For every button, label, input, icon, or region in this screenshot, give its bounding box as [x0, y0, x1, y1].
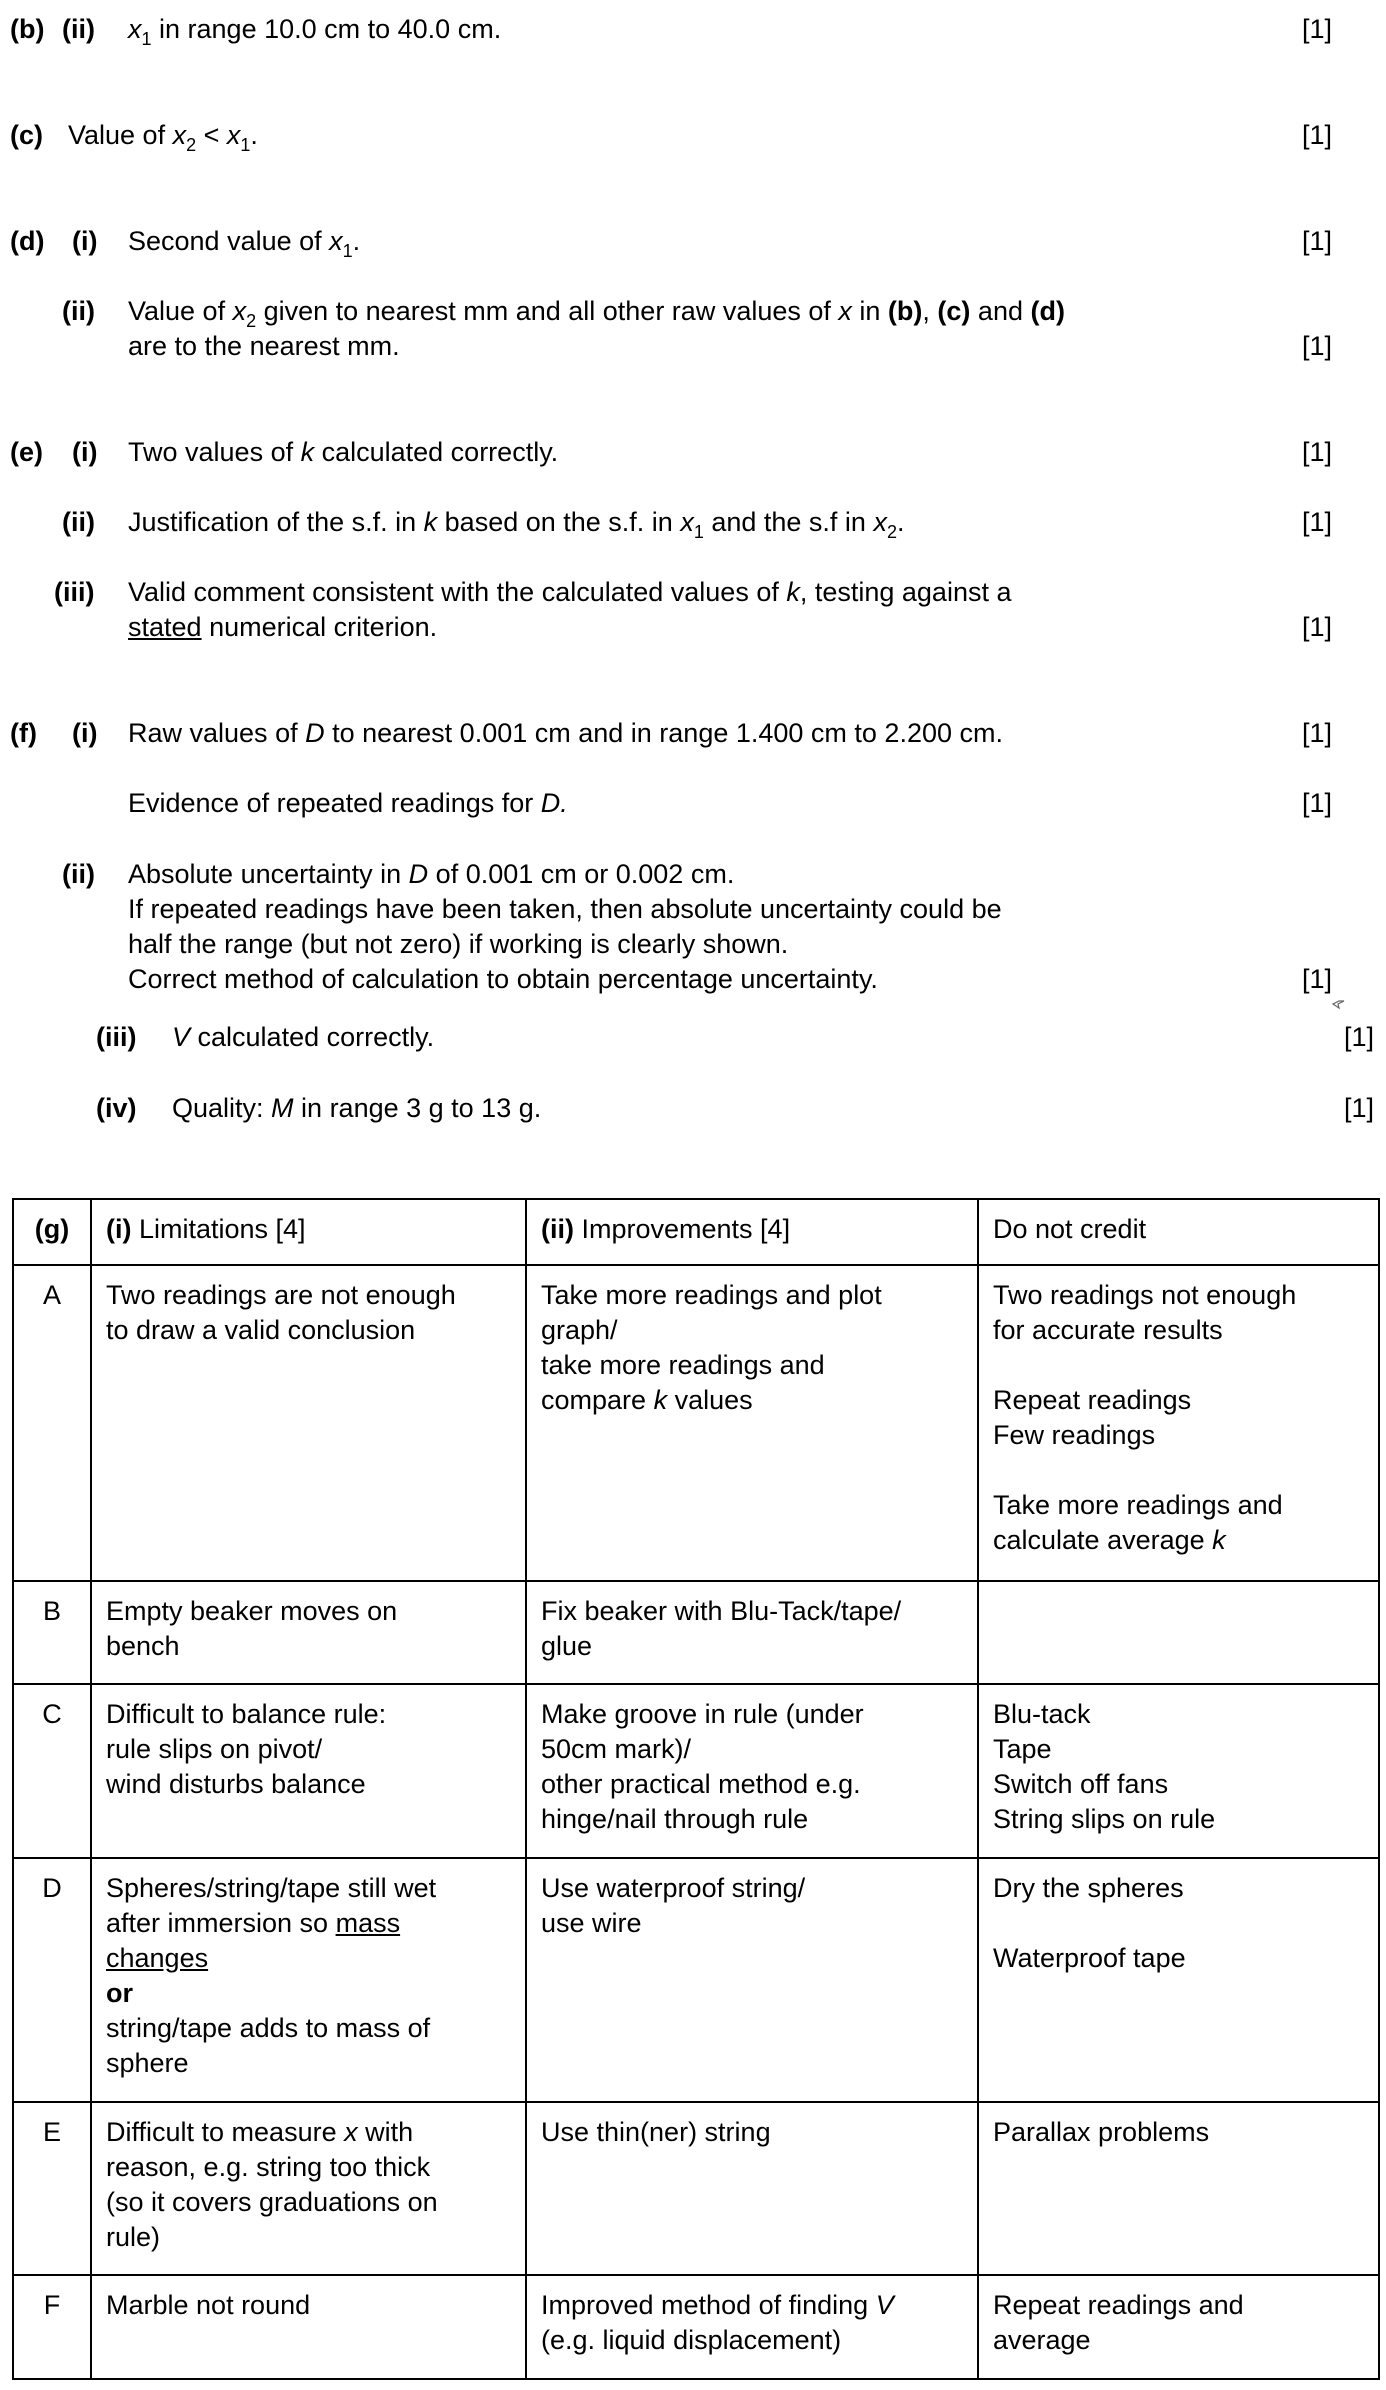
table-row	[13, 1684, 1379, 1858]
question-label-e: (e)	[10, 437, 43, 467]
sub-label-f-ii: (ii)	[62, 859, 95, 889]
sub-label-e-iii: (iii)	[54, 577, 95, 607]
not-credit-cell: Dry the spheres Waterproof tape	[978, 1858, 1379, 2102]
sub-label-e-ii: (ii)	[62, 507, 95, 537]
sub-label-e-i: (i)	[72, 437, 98, 467]
row-id: D	[13, 1858, 91, 2102]
criterion-e-iii-line2: stated numerical criterion.	[128, 612, 438, 642]
table-header-row	[13, 1199, 1379, 1265]
not-credit-cell: Parallax problems	[978, 2102, 1379, 2275]
improvement-cell: Use waterproof string/ use wire	[526, 1858, 978, 2102]
criterion-e-iii-line1: Valid comment consistent with the calculated values of k, testing against a	[128, 577, 1012, 607]
limitation-cell: Marble not round	[91, 2275, 526, 2379]
mark-e-iii: [1]	[1302, 612, 1333, 642]
limitation-cell: Difficult to measure x with reason, e.g. string too thick (so it covers graduations on rule)	[91, 2102, 526, 2275]
table-row	[13, 2275, 1379, 2379]
header-g: (g)	[13, 1199, 91, 1265]
criterion-e-ii: Justification of the s.f. in k based on the s.f. in $x_1$ and the s.f in $x_2$.	[128, 507, 905, 542]
not-credit-cell: Repeat readings and average	[978, 2275, 1379, 2379]
sub-label-f-iii: (iii)	[96, 1022, 137, 1052]
not-credit-cell: Blu-tack Tape Switch off fans String slips on rule	[978, 1684, 1379, 1858]
limitations-table	[12, 1198, 1380, 2380]
mark-d-i: [1]	[1302, 226, 1333, 256]
mark-f-iii: [1]	[1344, 1022, 1375, 1052]
mark-f-i-1: [1]	[1302, 718, 1333, 748]
criterion-b-ii: $x_1$ in range 10.0 cm to 40.0 cm.	[128, 14, 502, 49]
row-id: E	[13, 2102, 91, 2275]
sub-label-f-i: (i)	[72, 718, 98, 748]
criterion-d-i: Second value of $x_1$.	[128, 226, 361, 261]
question-label-d: (d)	[10, 226, 45, 256]
improvement-cell: Take more readings and plot graph/ take more readings and compare k values	[526, 1265, 978, 1581]
criterion-f-iii: V calculated correctly.	[172, 1022, 435, 1052]
sub-label-f-iv: (iv)	[96, 1093, 137, 1123]
header-limitations: (i) Limitations [4]	[91, 1199, 526, 1265]
criterion-f-ii-line2: If repeated readings have been taken, then absolute uncertainty could be	[128, 894, 1002, 924]
sub-label-d-ii: (ii)	[62, 296, 95, 326]
improvement-cell: Fix beaker with Blu-Tack/tape/ glue	[526, 1581, 978, 1684]
sub-label-b-ii: (ii)	[62, 14, 95, 44]
header-do-not-credit: Do not credit	[978, 1199, 1379, 1265]
mark-f-iv: [1]	[1344, 1093, 1375, 1123]
criterion-f-ii-line1: Absolute uncertainty in D of 0.001 cm or 0.002 cm.	[128, 859, 735, 889]
cursor-icon	[1330, 992, 1350, 1012]
sub-label-d-i: (i)	[72, 226, 98, 256]
criterion-c: Value of $x_2 < x_1$.	[68, 120, 258, 155]
criterion-f-iv: Quality: M in range 3 g to 13 g.	[172, 1093, 542, 1123]
table-row	[13, 1265, 1379, 1581]
row-id: B	[13, 1581, 91, 1684]
table-row	[13, 1858, 1379, 2102]
mark-c: [1]	[1302, 120, 1333, 150]
row-id: A	[13, 1265, 91, 1581]
header-improvements: (ii) Improvements [4]	[526, 1199, 978, 1265]
criterion-f-i-line2: Evidence of repeated readings for D.	[128, 788, 568, 818]
question-label-f: (f)	[10, 718, 37, 748]
criterion-e-i: Two values of k calculated correctly.	[128, 437, 559, 467]
improvement-cell: Improved method of finding V (e.g. liquid displacement)	[526, 2275, 978, 2379]
mark-f-i-2: [1]	[1302, 788, 1333, 818]
row-id: F	[13, 2275, 91, 2379]
mark-d-ii: [1]	[1302, 331, 1333, 361]
table-row	[13, 1581, 1379, 1684]
improvement-cell: Make groove in rule (under 50cm mark)/ other practical method e.g. hinge/nail through rule	[526, 1684, 978, 1858]
question-label-c: (c)	[10, 120, 43, 150]
mark-f-ii: [1]	[1302, 964, 1333, 994]
not-credit-cell: Two readings not enough for accurate results Repeat readings Few readings Take more readings and calculate average k	[978, 1265, 1379, 1581]
limitation-cell: Two readings are not enough to draw a valid conclusion	[91, 1265, 526, 1581]
criterion-f-ii-line4: Correct method of calculation to obtain percentage uncertainty.	[128, 964, 878, 994]
not-credit-cell	[978, 1581, 1379, 1684]
mark-b-ii: [1]	[1302, 14, 1333, 44]
row-id: C	[13, 1684, 91, 1858]
criterion-d-ii-line1: Value of $x_2$ given to nearest mm and all other raw values of x in (b), (c) and (d)	[128, 296, 1065, 331]
criterion-d-ii-line2: are to the nearest mm.	[128, 331, 400, 361]
criterion-f-ii-line3: half the range (but not zero) if working is clearly shown.	[128, 929, 789, 959]
improvement-cell: Use thin(ner) string	[526, 2102, 978, 2275]
limitation-cell: Spheres/string/tape still wet after immersion so mass changes or string/tape adds to mass of sphere	[91, 1858, 526, 2102]
mark-e-i: [1]	[1302, 437, 1333, 467]
mark-e-ii: [1]	[1302, 507, 1333, 537]
limitation-cell: Empty beaker moves on bench	[91, 1581, 526, 1684]
question-label-b: (b)	[10, 14, 45, 44]
table-row	[13, 2102, 1379, 2275]
limitation-cell: Difficult to balance rule: rule slips on pivot/ wind disturbs balance	[91, 1684, 526, 1858]
criterion-f-i-line1: Raw values of D to nearest 0.001 cm and in range 1.400 cm to 2.200 cm.	[128, 718, 1003, 748]
